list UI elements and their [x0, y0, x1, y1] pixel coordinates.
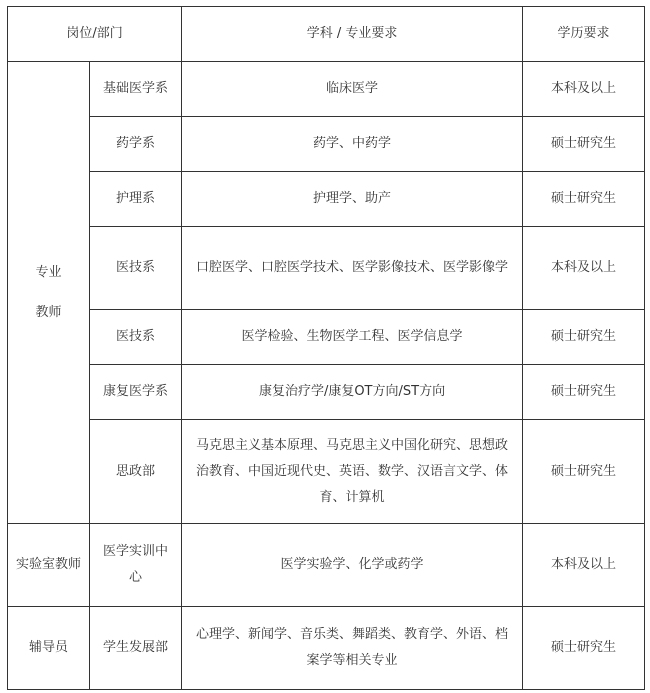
department-cell: 康复医学系 [90, 365, 182, 420]
position-label-line: 专业 [35, 264, 62, 280]
position-lab-teacher: 实验室教师 [8, 524, 90, 607]
degree-cell: 硕士研究生 [523, 117, 645, 172]
header-degree-requirement: 学历要求 [523, 7, 645, 62]
table-row [8, 172, 645, 227]
header-position-department: 岗位/部门 [8, 7, 182, 62]
recruitment-table [7, 6, 645, 690]
department-cell: 医技系 [90, 227, 182, 310]
degree-cell: 硕士研究生 [523, 420, 645, 524]
subject-cell: 口腔医学、口腔医学技术、医学影像技术、医学影像学 [182, 227, 523, 310]
table-row [8, 310, 645, 365]
department-cell: 医学实训中心 [90, 524, 182, 607]
subject-cell: 医学实验学、化学或药学 [182, 524, 523, 607]
department-cell: 药学系 [90, 117, 182, 172]
subject-cell: 药学、中药学 [182, 117, 523, 172]
subject-cell: 心理学、新闻学、音乐类、舞蹈类、教育学、外语、档案学等相关专业 [182, 607, 523, 690]
position-professional-teacher [8, 62, 90, 524]
subject-cell: 医学检验、生物医学工程、医学信息学 [182, 310, 523, 365]
degree-cell: 硕士研究生 [523, 310, 645, 365]
degree-cell: 硕士研究生 [523, 607, 645, 690]
degree-cell: 硕士研究生 [523, 172, 645, 227]
subject-cell: 护理学、助产 [182, 172, 523, 227]
subject-cell: 临床医学 [182, 62, 523, 117]
table-row [8, 365, 645, 420]
table-row [8, 117, 645, 172]
subject-cell: 马克思主义基本原理、马克思主义中国化研究、思想政治教育、中国近现代史、英语、数学、汉语言文学、体育、计算机 [182, 420, 523, 524]
department-cell: 医技系 [90, 310, 182, 365]
department-cell: 护理系 [90, 172, 182, 227]
table-row [8, 62, 645, 117]
degree-cell: 本科及以上 [523, 62, 645, 117]
degree-cell: 本科及以上 [523, 524, 645, 607]
header-subject-requirement: 学科 / 专业要求 [182, 7, 523, 62]
position-counselor: 辅导员 [8, 607, 90, 690]
degree-cell: 硕士研究生 [523, 365, 645, 420]
table-row [8, 607, 645, 690]
department-cell: 学生发展部 [90, 607, 182, 690]
department-cell: 基础医学系 [90, 62, 182, 117]
table-row [8, 227, 645, 310]
table-row [8, 524, 645, 607]
position-label-line: 教师 [35, 304, 62, 320]
degree-cell: 本科及以上 [523, 227, 645, 310]
table-row [8, 420, 645, 524]
subject-cell: 康复治疗学/康复OT方向/ST方向 [182, 365, 523, 420]
department-cell: 思政部 [90, 420, 182, 524]
table-header-row [8, 7, 645, 62]
